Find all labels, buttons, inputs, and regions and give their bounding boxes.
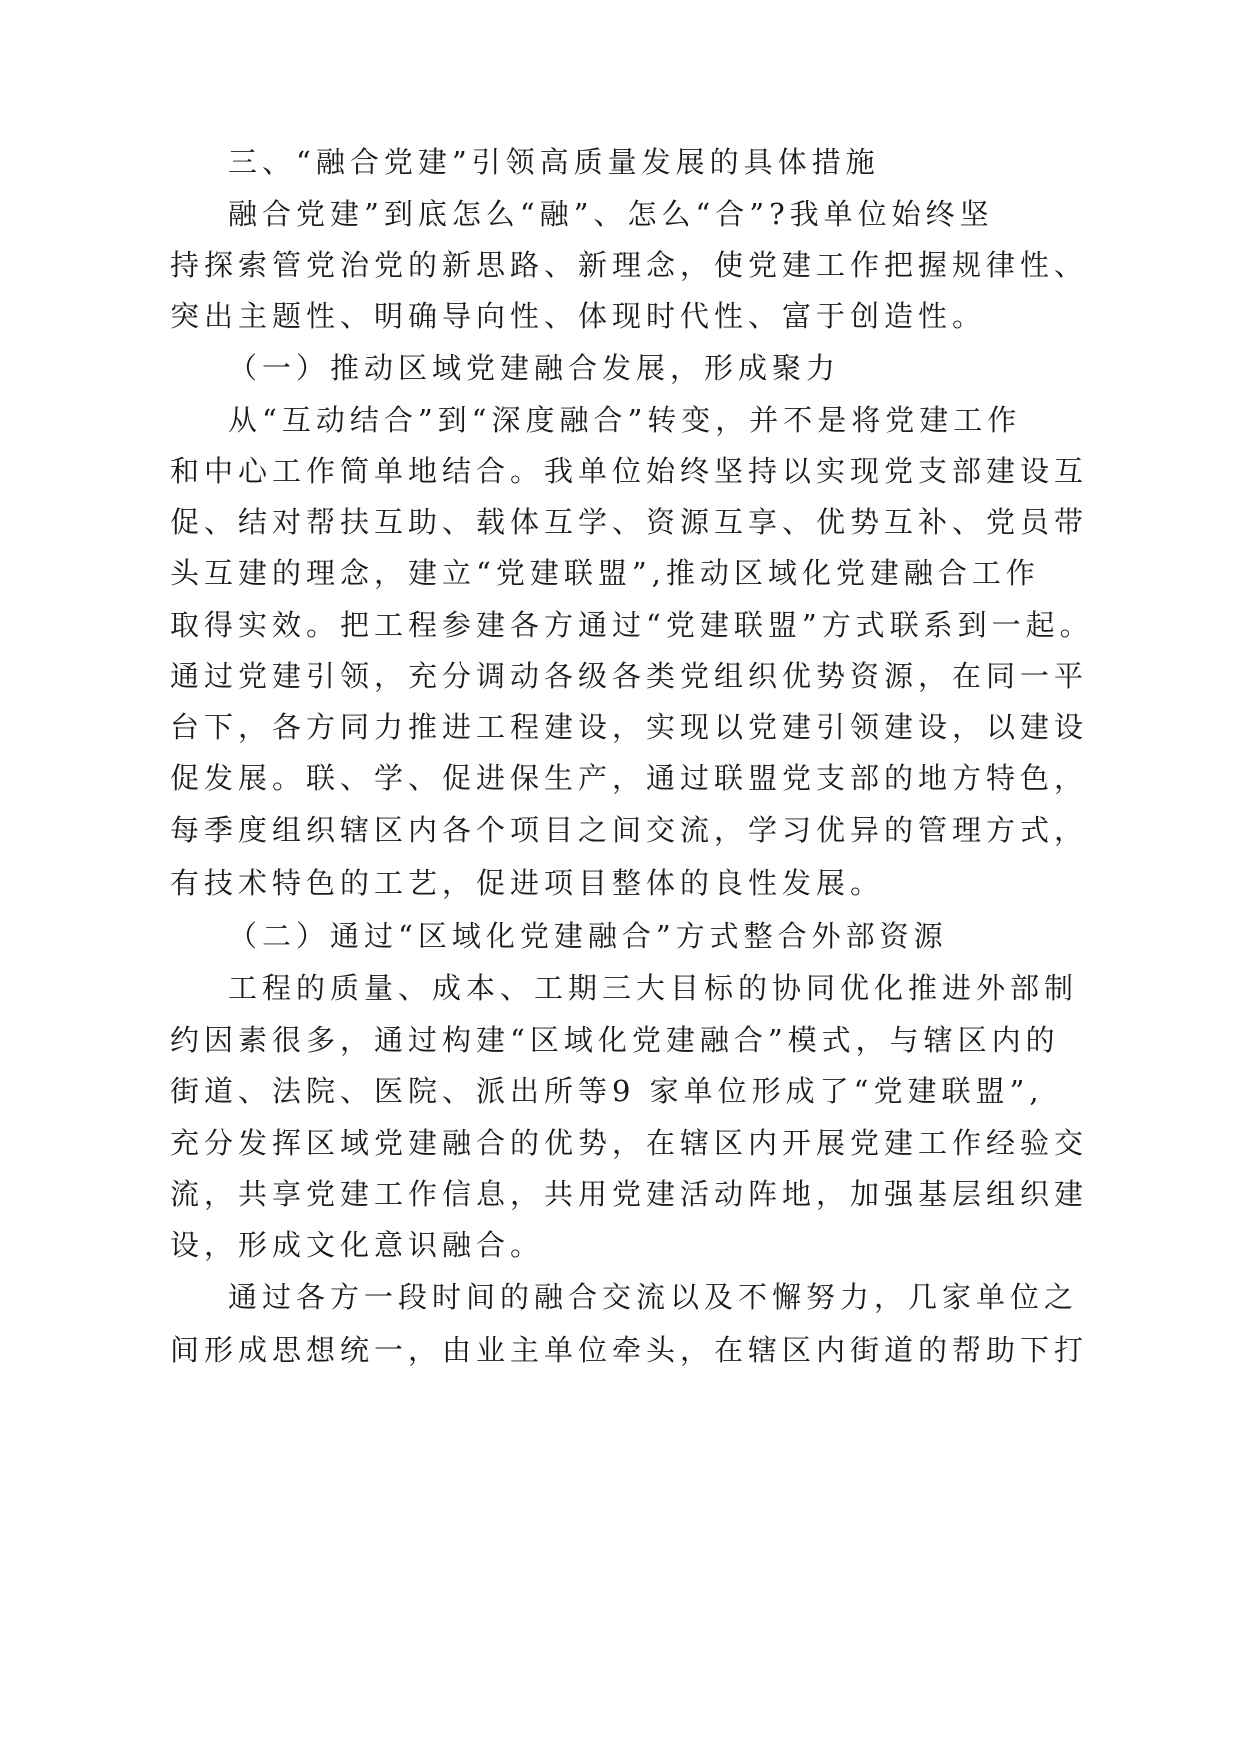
section-1-line-1: 从“互动结合”到“深度融合”转变，并不是将党建工作	[228, 403, 1022, 437]
subheading-1: （一）推动区域党建融合发展，形成聚力	[228, 351, 841, 385]
intro-line-1: 融合党建”到底怎么“融”、怎么“合”?我单位始终坚	[228, 197, 994, 231]
section-2-line-4: 充分发挥区域党建融合的优势，在辖区内开展党建工作经验交	[170, 1126, 1089, 1160]
section-3-line-2: 间形成思想统一，由业主单位牵头，在辖区内街道的帮助下打	[170, 1333, 1089, 1367]
section-2-line-3: 街道、法院、医院、派出所等9 家单位形成了“党建联盟”,	[170, 1074, 1044, 1108]
section-1-line-6: 通过党建引领，充分调动各级各类党组织优势资源，在同一平	[170, 659, 1089, 693]
section-1-line-2: 和中心工作简单地结合。我单位始终坚持以实现党支部建设互	[170, 454, 1089, 488]
section-1-line-10: 有技术特色的工艺，促进项目整体的良性发展。	[170, 866, 885, 900]
section-heading-3: 三、“融合党建”引领高质量发展的具体措施	[228, 145, 880, 179]
section-2-line-6: 设，形成文化意识融合。	[170, 1228, 545, 1262]
section-1-line-8: 促发展。联、学、促进保生产，通过联盟党支部的地方特色，	[170, 761, 1089, 795]
section-1-line-9: 每季度组织辖区内各个项目之间交流，学习优异的管理方式，	[170, 813, 1089, 847]
intro-line-2: 持探索管党治党的新思路、新理念，使党建工作把握规律性、	[170, 248, 1089, 282]
section-2-line-2: 约因素很多，通过构建“区域化党建融合”模式，与辖区内的	[170, 1023, 1060, 1057]
section-3-line-1: 通过各方一段时间的融合交流以及不懈努力，几家单位之	[228, 1280, 1079, 1314]
section-1-line-4: 头互建的理念，建立“党建联盟”,推动区域化党建融合工作	[170, 556, 1040, 590]
section-1-line-7: 台下，各方同力推进工程建设，实现以党建引领建设，以建设	[170, 710, 1089, 744]
section-2-line-1: 工程的质量、成本、工期三大目标的协同优化推进外部制	[228, 971, 1079, 1005]
section-1-line-3: 促、结对帮扶互助、载体互学、资源互享、优势互补、党员带	[170, 505, 1089, 539]
section-1-line-5: 取得实效。把工程参建各方通过“党建联盟”方式联系到一起。	[170, 608, 1094, 642]
section-2-line-5: 流，共享党建工作信息，共用党建活动阵地，加强基层组织建	[170, 1177, 1089, 1211]
intro-line-3: 突出主题性、明确导向性、体现时代性、富于创造性。	[170, 299, 987, 333]
subheading-2: （二）通过“区域化党建融合”方式整合外部资源	[228, 919, 948, 953]
